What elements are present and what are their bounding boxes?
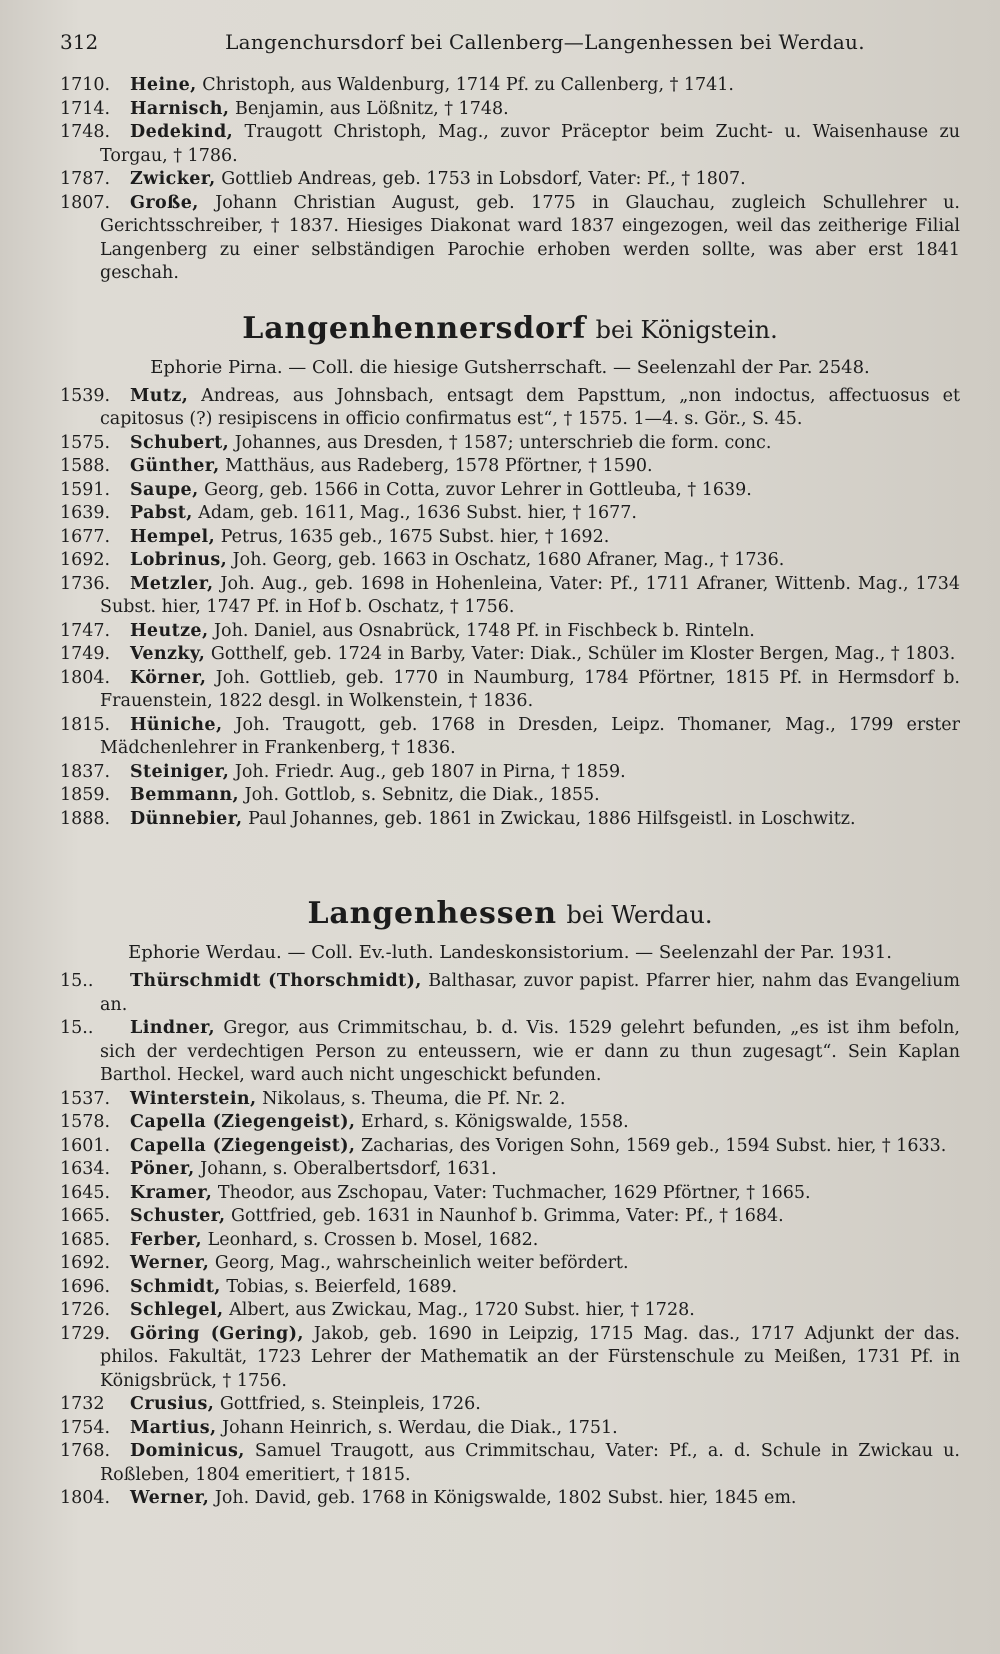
entry-text: Gottfried, geb. 1631 in Naunhof b. Grimma, Vater: Pf., † 1684. [231,1206,784,1226]
entry-name: Capella (Ziegengeist), [130,1112,356,1132]
list-item [60,1229,960,1253]
entry-text: Christoph, aus Waldenburg, 1714 Pf. zu Callenberg, † 1741. [202,75,734,95]
entry-name: Thürschmidt (Thorschmidt), [130,971,422,991]
entry-name: Crusius, [130,1394,215,1414]
list-item [60,385,960,432]
entry-name: Schubert, [130,432,230,453]
entry-year: 1539. [60,385,111,406]
entry-text: Johann Heinrich, s. Werdau, die Diak., 1751. [222,1417,618,1438]
entry-name: Schuster, [130,1206,226,1226]
entry-name: Lobrinus, [130,550,228,570]
entry-text: Benjamin, aus Lößnitz, † 1748. [234,98,509,119]
list-item [60,1158,960,1182]
entry-text: Balthasar, zuvor papist. Pfarrer hier, nahm das Evangelium an. [100,971,960,1015]
entry-text: Samuel Traugott, aus Crimmitschau, Vater: Pf., a. d. Schule in Zwickau u. Roßleben, 1804 emeritiert, † 1815. [100,1441,960,1485]
entry-text: Joh. Friedr. Aug., geb 1807 in Pirna, † 1859. [234,761,626,782]
entry-name: Hempel, [130,526,216,547]
entry-name: Heine, [130,75,197,95]
entry-text: Joh. David, geb. 1768 in Königswalde, 1802 Subst. hier, 1845 em. [214,1488,797,1508]
entry-name: Capella (Ziegengeist), [130,1135,356,1156]
list-item [60,970,960,1017]
entry-year: 1591. [60,479,111,500]
entry-name: Werner, [130,1488,210,1508]
entry-text: Tobias, s. Beierfeld, 1689. [226,1276,458,1297]
entry-text: Matthäus, aus Radeberg, 1578 Pförtner, † 1590. [225,456,653,476]
list-item [60,432,960,456]
section-name: Langenhessen [307,896,557,931]
entry-year: 1859. [60,785,111,805]
list-item [60,1276,960,1300]
entry-text: Adam, geb. 1611, Mag., 1636 Subst. hier, † 1677. [198,503,637,523]
entry-name: Pöner, [130,1159,195,1179]
entry-year: 1726. [60,1300,111,1320]
entry-name: Steiniger, [130,761,230,782]
section-meta: Ephorie Pirna. — Coll. die hiesige Gutsherrschaft. — Seelenzahl der Par. 2548. [150,356,870,378]
list-item [60,1182,960,1206]
entry-name: Hüniche, [130,714,223,735]
entry-year: 1747. [60,620,111,641]
list-item [60,1252,960,1276]
list-item [60,1323,960,1394]
entry-year: 1639. [60,503,111,523]
entry-name: Harnisch, [130,98,230,119]
entry-text: Gottfried, s. Steinpleis, 1726. [219,1394,481,1414]
list-item [60,121,960,168]
entry-text: Petrus, 1635 geb., 1675 Subst. hier, † 1692. [220,526,610,547]
entry-text: Joh. Gottlieb, geb. 1770 in Naumburg, 1784 Pförtner, 1815 Pf. in Hermsdorf b. Frauenstein, 1822 desgl. in Wolkenstein, † 1836. [100,667,960,711]
section-title-langenhennersdorf [60,310,960,349]
list-item [60,479,960,503]
list-item [60,549,960,573]
entry-text: Gregor, aus Crimmitschau, b. d. Vis. 1529 gelehrt befunden, „es ist ihm befoln, sich der verdechtigen Person zu enteussern, wie er dann zu thun zugesagt“. Sein Kaplan Barthol. Heckel, ward auch nicht ungeschickt befunden. [100,1018,960,1085]
entry-year: 1588. [60,456,111,476]
entry-name: Winterstein, [130,1088,257,1109]
list-item [60,1111,960,1135]
entry-name: Große, [130,192,199,213]
entry-name: Schlegel, [130,1300,224,1320]
entry-name: Günther, [130,456,220,476]
entry-year: 1714. [60,98,111,119]
entry-text: Nikolaus, s. Theuma, die Pf. Nr. 2. [262,1088,566,1109]
list-item [60,1440,960,1487]
entry-year: 1634. [60,1159,111,1179]
entry-text: Joh. Georg, geb. 1663 in Oschatz, 1680 Afraner, Mag., † 1736. [232,550,785,570]
entry-text: Johann Christian August, geb. 1775 in Glauchau, zugleich Schullehrer u. Gerichtsschreiber, † 1837. Hiesiges Diakonat ward 1837 eingezogen, weil das zeitherige Filial Langenberg zu einer selbständigen Parochie erhoben werden sollte, was aber erst 1841 geschah. [100,192,960,283]
list-item [60,1487,960,1511]
list-item [60,455,960,479]
list-item [60,192,960,286]
entry-text: Erhard, s. Königswalde, 1558. [361,1112,629,1132]
entry-text: Joh. Gottlob, s. Sebnitz, die Diak., 1855. [244,785,600,805]
entry-year: 1710. [60,75,111,95]
entry-text: Georg, geb. 1566 in Cotta, zuvor Lehrer in Gottleuba, † 1639. [204,479,752,500]
entry-year: 1645. [60,1182,111,1203]
entry-text: Paul Johannes, geb. 1861 in Zwickau, 1886 Hilfsgeistl. in Loschwitz. [248,808,856,829]
entry-year: 1804. [60,667,111,688]
list-item [60,1417,960,1441]
entry-name: Schmidt, [130,1276,221,1297]
list-item [60,667,960,714]
entry-list-langenhessen [60,970,960,1511]
entry-name: Göring (Gering), [130,1323,304,1344]
entry-year: 1749. [60,644,111,664]
entry-year: 1787. [60,169,111,189]
entry-list-langenhennersdorf [60,385,960,832]
entry-name: Lindner, [130,1018,216,1038]
entry-text: Johann, s. Oberalbertsdorf, 1631. [200,1159,497,1179]
entry-name: Bemmann, [130,785,240,805]
entry-year: 1804. [60,1488,111,1508]
entry-text: Leonhard, s. Crossen b. Mosel, 1682. [207,1229,539,1250]
entry-text: Andreas, aus Johnsbach, entsagt dem Papsttum, „non indoctus, affectuosus et capitosus (?) resipiscens in officio confirmatus est“, † 1575. 1—4. s. Gör., S. 45. [100,385,960,429]
entry-text: Joh. Aug., geb. 1698 in Hohenleina, Vater: Pf., 1711 Afraner, Wittenb. Mag., 1734 Subst. hier, 1747 Pf. in Hof b. Oschatz, † 1756. [100,573,960,617]
section-location: bei Werdau. [566,901,713,929]
entry-name: Venzky, [130,644,206,664]
entry-name: Mutz, [130,385,189,406]
running-title: Langenchursdorf bei Callenberg—Langenhessen bei Werdau. [225,30,865,54]
entry-year: 1601. [60,1135,111,1156]
entry-text: Joh. Daniel, aus Osnabrück, 1748 Pf. in Fischbeck b. Rinteln. [214,620,755,641]
entry-year: 1729. [60,1323,111,1344]
entry-year: 1677. [60,526,111,547]
entry-text: Joh. Traugott, geb. 1768 in Dresden, Leipz. Thomaner, Mag., 1799 erster Mädchenlehrer in Frankenberg, † 1836. [100,714,960,758]
entry-year: 1815. [60,714,111,735]
entry-list-top [60,74,960,286]
list-item [60,620,960,644]
entry-year: 1692. [60,550,111,570]
entry-name: Dünnebier, [130,808,243,829]
entry-text: Gotthelf, geb. 1724 in Barby, Vater: Diak., Schüler im Kloster Bergen, Mag., † 1803. [210,644,956,664]
list-item [60,1299,960,1323]
entry-text: Zacharias, des Vorigen Sohn, 1569 geb., 1594 Subst. hier, † 1633. [361,1135,947,1156]
entry-year: 1665. [60,1206,111,1226]
entry-name: Heutze, [130,620,209,641]
entry-text: Albert, aus Zwickau, Mag., 1720 Subst. hier, † 1728. [229,1300,695,1320]
list-item [60,98,960,122]
list-item [60,1088,960,1112]
entry-year: 1578. [60,1112,111,1132]
entry-text: Johannes, aus Dresden, † 1587; unterschrieb die form. conc. [234,432,772,453]
list-item [60,502,960,526]
list-item [60,643,960,667]
entry-name: Ferber, [130,1229,203,1250]
entry-year: 1837. [60,761,111,782]
list-item [60,573,960,620]
entry-text: Georg, Mag., wahrscheinlich weiter befördert. [214,1253,629,1273]
entry-year: 1807. [60,192,111,213]
section-meta: Ephorie Werdau. — Coll. Ev.-luth. Landeskonsistorium. — Seelenzahl der Par. 1931. [128,942,892,963]
list-item [60,1135,960,1159]
list-item [60,74,960,98]
entry-year: 1696. [60,1276,111,1297]
list-item [60,526,960,550]
section-name: Langenhennersdorf [242,310,587,346]
list-item [60,761,960,785]
entry-year: 1736. [60,573,111,594]
entry-name: Zwicker, [130,169,216,189]
entry-year: 1768. [60,1441,111,1461]
entry-year: 1537. [60,1088,111,1109]
entry-name: Dedekind, [130,122,234,142]
entry-year: 1888. [60,808,111,829]
page-number: 312 [60,30,99,54]
section-gap [60,831,960,871]
list-item [60,784,960,808]
entry-name: Pabst, [130,503,193,523]
entry-name: Körner, [130,667,207,688]
list-item [60,168,960,192]
entry-name: Saupe, [130,479,199,500]
entry-year: 1685. [60,1229,111,1250]
entry-text: Traugott Christoph, Mag., zuvor Präceptor beim Zucht- u. Waisenhause zu Torgau, † 1786. [100,122,960,166]
entry-name: Metzler, [130,573,214,594]
list-item [60,714,960,761]
page-header [60,30,960,64]
entry-text: Gottlieb Andreas, geb. 1753 in Lobsdorf, Vater: Pf., † 1807. [221,169,746,189]
entry-text: Theodor, aus Zschopau, Vater: Tuchmacher, 1629 Pförtner, † 1665. [217,1182,811,1203]
entry-name: Werner, [130,1253,210,1273]
entry-year: 15.. [60,1018,94,1038]
entry-name: Dominicus, [130,1441,245,1461]
entry-text: Jakob, geb. 1690 in Leipzig, 1715 Mag. das., 1717 Adjunkt der das. philos. Fakultät, 1723 Lehrer der Mathematik an der Fürstenschule zu Meißen, 1731 Pf. in Königsbrück, † 1756. [100,1323,960,1391]
entry-year: 1748. [60,122,111,142]
list-item [60,1017,960,1088]
entry-year: 1754. [60,1417,111,1438]
entry-name: Kramer, [130,1182,213,1203]
entry-year: 1575. [60,432,111,453]
list-item [60,1393,960,1417]
section-title-langenhessen [60,895,960,934]
list-item [60,808,960,832]
section-location: bei Königstein. [595,315,778,344]
entry-year: 15.. [60,971,94,991]
list-item [60,1205,960,1229]
entry-year: 1732 [60,1394,105,1414]
entry-name: Martius, [130,1417,217,1438]
entry-year: 1692. [60,1253,111,1273]
